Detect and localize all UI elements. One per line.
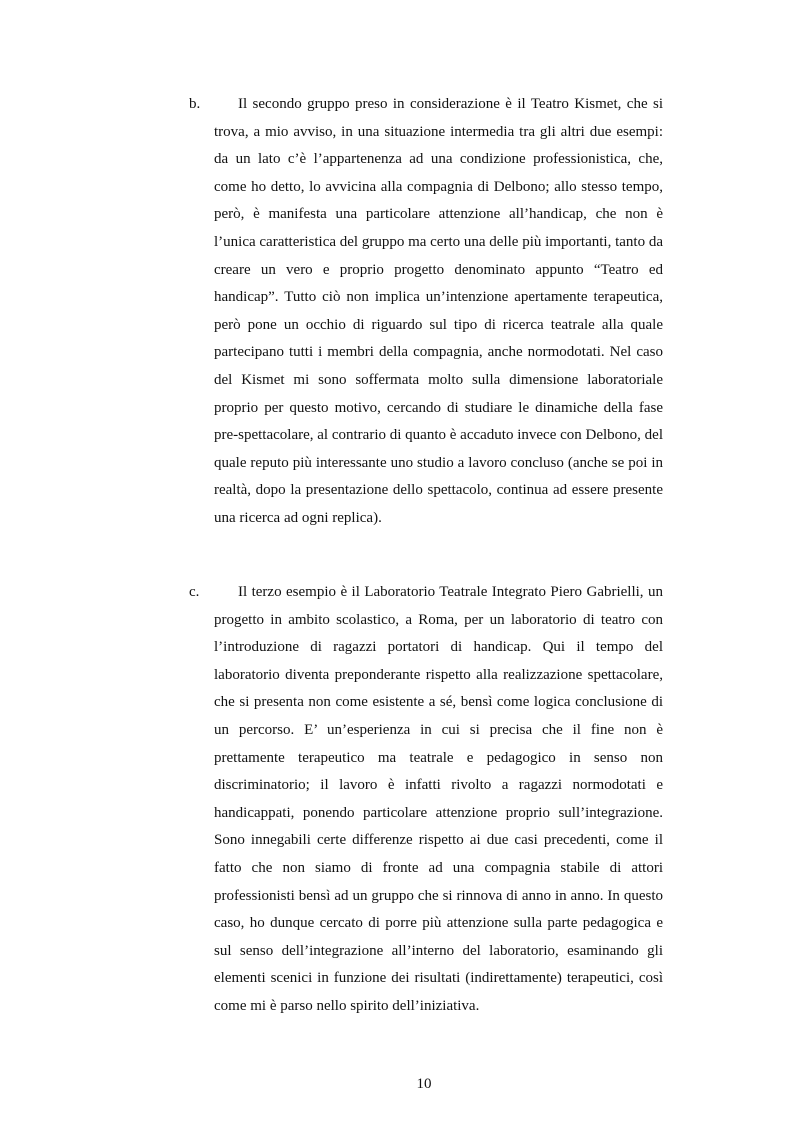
paragraph-teatro-kismet: Il secondo gruppo preso in considerazione è il Teatro Kismet, che si trova, a mio avviso, in una situazione intermedia tra gli altri due esempi: da un lato c’è l’appartenenza ad una condizione professionistica, che, come ho detto, lo avvicina alla compagnia di Delbono; allo stesso tempo, però, è manifesta una particolare attenzione all’handicap, che non è l’unica caratteristica del gruppo ma certo una delle più importanti, tanto da creare un vero e proprio progetto denominato appunto “Teatro ed handicap”. Tutto ciò non implica un’intenzione apertamente terapeutica, però pone un occhio di riguardo sul tipo di ricerca teatrale alla quale partecipano tutti i membri della compagnia, anche normodotati. Nel caso del Kismet mi sono soffermata molto sulla dimensione laboratoriale proprio per questo motivo, cercando di studiare le dinamiche della fase pre-spettacolare, al contrario di quanto è accaduto invece con Delbono, del quale reputo più interessante uno studio a lavoro concluso (anche se poi in realtà, dopo la presentazione dello spettacolo, continua ad essere presente una ricerca ad ogni replica). xyxy=(214,96,663,526)
page-number: 10 xyxy=(416,1076,432,1092)
list-item-c xyxy=(189,579,663,1021)
list-marker: c. xyxy=(189,584,200,600)
list-item-b xyxy=(189,91,663,533)
list-marker: b. xyxy=(189,96,201,112)
paragraph-laboratorio-gabrielli: Il terzo esempio è il Laboratorio Teatrale Integrato Piero Gabrielli, un progetto in ambito scolastico, a Roma, per un laboratorio di teatro con l’introduzione di ragazzi portatori di handicap. Qui il tempo del laboratorio diventa preponderante rispetto alla realizzazione spettacolare, che si presenta non come esistente a sé, bensì come logica conclusione di un percorso. E’ un’esperienza in cui si precisa che il fine non è prettamente terapeutico ma teatrale e pedagogico in senso non discriminatorio; il lavoro è infatti rivolto a ragazzi normodotati e handicappati, ponendo particolare attenzione proprio sull’integrazione. Sono innegabili certe differenze rispetto ai due casi precedenti, come il fatto che non siamo di fronte ad una compagnia stabile di attori professionisti bensì ad un gruppo che si rinnova di anno in anno. In questo caso, ho dunque cercato di porre più attenzione sulla parte pedagogica e sul senso dell’integrazione all’interno del laboratorio, esaminando gli elementi scenici in funzione dei risultati (indirettamente) terapeutici, così come mi è parso nello spirito dell’iniziativa. xyxy=(214,584,663,1014)
